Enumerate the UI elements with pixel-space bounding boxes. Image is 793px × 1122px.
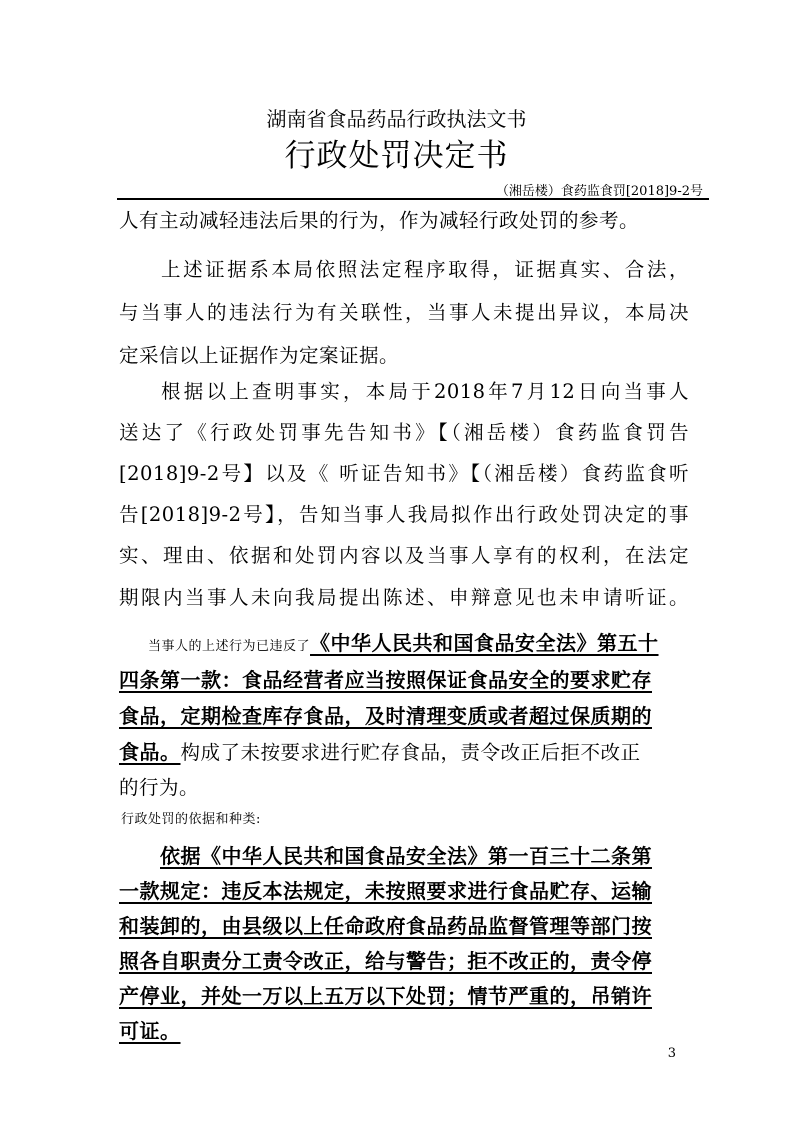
- penalty-basis-line: 可证。: [119, 1019, 181, 1043]
- penalty-basis-line: 依据《中华人民共和国食品安全法》第一百三十二条第: [160, 844, 652, 868]
- violation-conclusion: 构成了未按要求进行贮存食品，责令改正后拒不改正: [180, 741, 641, 764]
- penalty-basis-line: 产停业，并处一万以上五万以下处罚；情节严重的，吊销许: [119, 984, 652, 1008]
- body-line: 定采信以上证据作为定案证据。: [119, 344, 400, 367]
- page-number: 3: [667, 1046, 676, 1061]
- body-line: [119, 736, 641, 765]
- penalty-basis-line: 照各自职责分工责令改正，给与警告；拒不改正的，责令停: [119, 949, 652, 973]
- body-line: 与当事人的违法行为有关联性，当事人未提出异议，本局决: [119, 301, 689, 324]
- body-line: 的行为。: [119, 776, 200, 799]
- body-line: 送达了《行政处罚事先告知书》【（湘岳楼）食药监食罚告: [119, 421, 689, 444]
- document-title: 行政处罚决定书: [284, 138, 509, 174]
- body-line: 期限内当事人未向我局提出陈述、申辩意见也未申请听证。: [119, 586, 689, 609]
- penalty-basis-line: 一款规定：违反本法规定，未按照要求进行食品贮存、运输: [119, 879, 652, 903]
- body-line: 实、理由、依据和处罚内容以及当事人享有的权利，在法定: [119, 544, 689, 567]
- law-citation: 《中华人民共和国食品安全法》第五十: [310, 631, 659, 655]
- body-line: 上述证据系本局依照法定程序取得，证据真实、合法，: [161, 258, 689, 281]
- body-line: [2018]9-2号】以及《 听证告知书》【（湘岳楼）食药监食听: [119, 462, 689, 485]
- body-line: 告[2018]9-2号】，告知当事人我局拟作出行政处罚决定的事: [119, 503, 689, 526]
- violation-prefix: 当事人的上述行为已违反了: [148, 639, 311, 654]
- violation-statement: [148, 627, 659, 656]
- body-line: 人有主动减轻违法后果的行为，作为减轻行政处罚的参考。: [119, 209, 640, 232]
- header-divider: [117, 198, 709, 200]
- law-citation-end: 食品。: [119, 740, 181, 764]
- penalty-basis-line: 和装卸的，由县级以上任命政府食品药品监督管理等部门按: [119, 914, 652, 938]
- law-citation-line: 食品，定期检查库存食品，及时清理变质或者超过保质期的: [119, 704, 652, 728]
- document-org-header: 湖南省食品药品行政执法文书: [266, 107, 527, 131]
- document-number: （湘岳楼）食药监食罚[2018]9-2号: [495, 184, 703, 199]
- section-label: 行政处罚的依据和种类:: [121, 812, 261, 827]
- law-citation-line: 四条第一款：食品经营者应当按照保证食品安全的要求贮存: [119, 668, 652, 692]
- body-line: 根据以上查明事实，本局于2018年7月12日向当事人: [161, 380, 689, 403]
